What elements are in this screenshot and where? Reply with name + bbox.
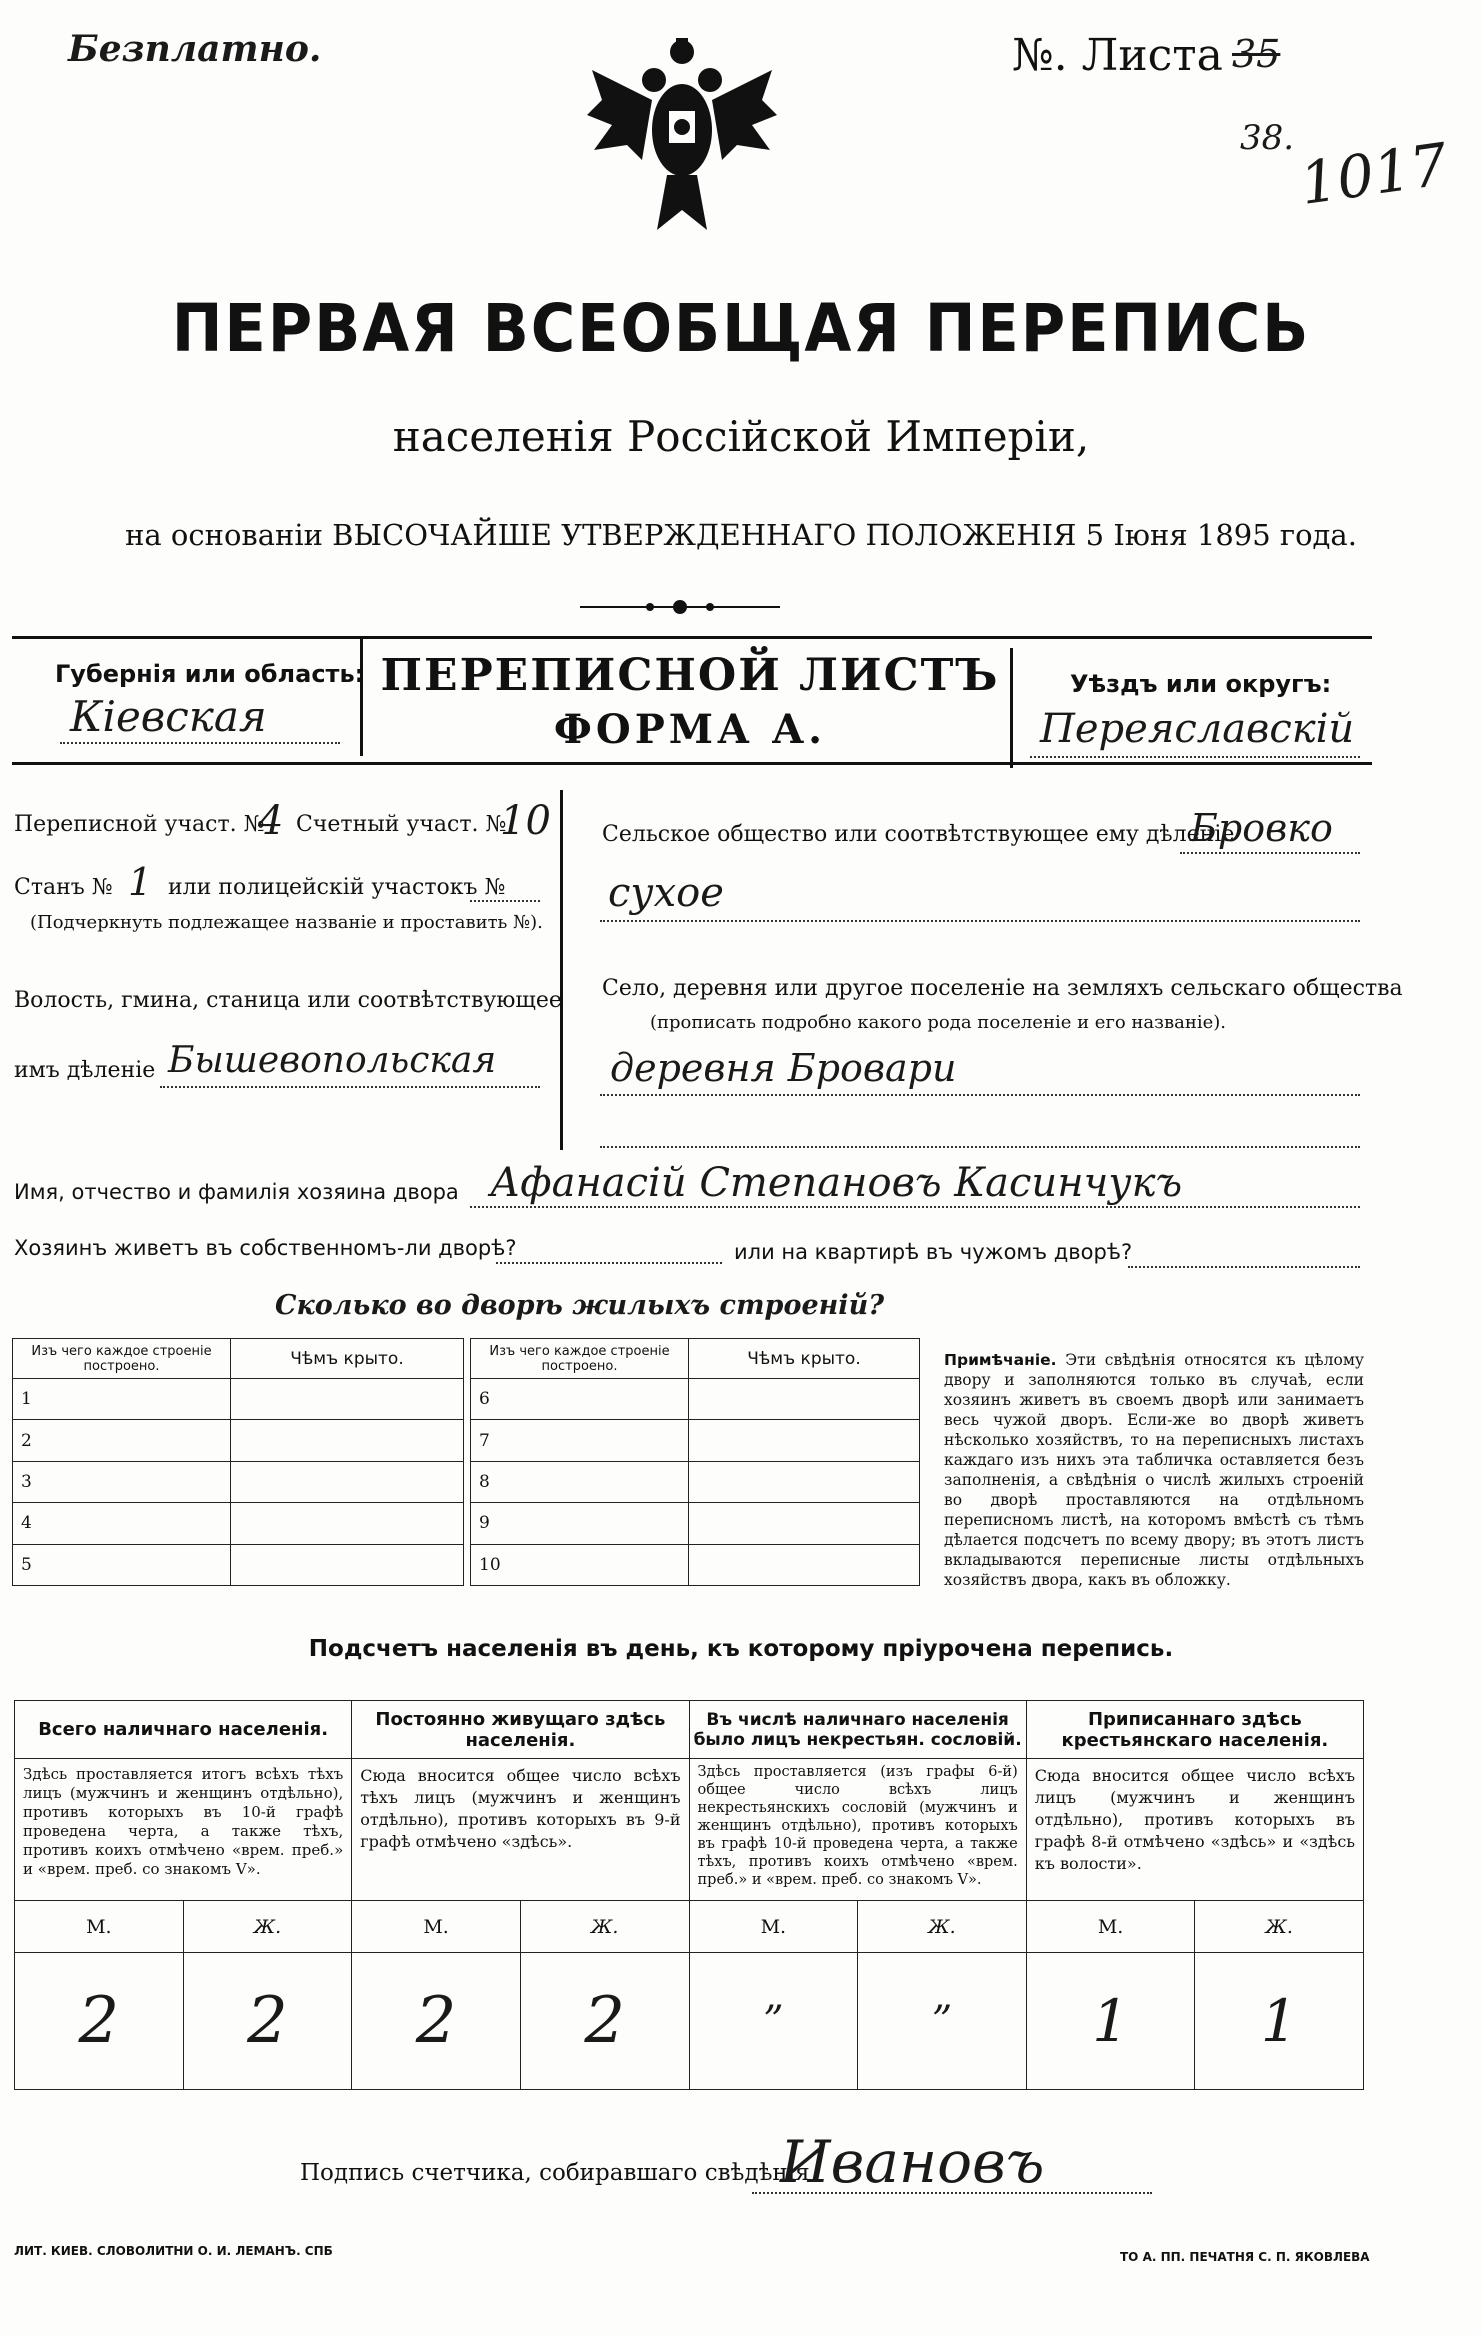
count-section-label: Счетный участ. № [296,812,507,837]
non-peasant-male-value: ” [689,1953,858,2090]
village-label: Село, деревня или другое поселеніе на земляхъ сельскаго общества [602,976,1403,1001]
male-label: М. [15,1901,184,1953]
census-section-value: 4 [258,798,284,844]
police-label: или полицейскій участокъ № [168,875,506,900]
sheet-number-value: 38. [1240,118,1295,158]
row-number: 2 [13,1420,231,1461]
owner-name-label: Имя, отчество и фамилія хозяина двора [14,1180,459,1204]
population-table [14,1700,1364,2090]
buildings-table-left [12,1338,464,1586]
volost-line [160,1086,540,1088]
rural-society-label: Сельское общество или соотвѣтствующее ему дѣленіе [602,822,1235,847]
population-desc-total: Здѣсь проставляется итогъ всѣхъ тѣхъ лицъ (мужчинъ и женщинъ отдѣльно), противъ которыхъ въ 10-й графѣ проведена черта, а также тѣхъ, противъ коихъ отмѣчено «врем. преб.» и «врем. преб. со знакомъ V». [15,1759,352,1901]
male-label: М. [1026,1901,1195,1953]
owner-own-yard-label: Хозяинъ живетъ въ собственномъ-ли дворѣ? [14,1236,517,1260]
owner-rent-label: или на квартирѣ въ чужомъ дворѣ? [734,1240,1133,1264]
population-header-non-peasant: Въ числѣ наличнаго населенія было лицъ некрестьян. сословій. [689,1701,1026,1759]
peasant-male-value: 1 [1026,1953,1195,2090]
owner-own-yard-line [496,1262,722,1264]
footer-printer-left: ЛИТ. КИЕВ. СЛОВОЛИТНИ О. И. ЛЕМАНЪ. СПБ [14,2244,333,2258]
row-number: 4 [13,1503,231,1544]
row-number: 9 [471,1503,689,1544]
signature-label: Подпись счетчика, собиравшаго свѣдѣнія [300,2160,810,2186]
buildings-table-right [470,1338,920,1586]
footer-printer-right: ТО А. ПП. ПЕЧАТНЯ С. П. ЯКОВЛЕВА [1120,2250,1370,2264]
col-material-header: Изъ чего каждое строеніе построено. [13,1339,231,1379]
rural-society-value-1: Бровко [1190,806,1333,850]
volost-label-2: имъ дѣленіе [14,1058,156,1083]
ornament-divider [580,592,780,622]
count-section-value: 10 [500,798,551,844]
row-number: 8 [471,1461,689,1502]
header-band-divider-left [360,636,363,756]
stan-value: 1 [128,860,153,904]
police-line [470,900,540,902]
owner-name-line [470,1206,1360,1208]
permanent-male-value: 2 [352,1953,521,2090]
header-band-divider-right [1010,648,1013,768]
owner-name-value: Афанасій Степановъ Касинчукъ [490,1160,1183,1206]
sheet-number-label: №. Листа [1012,30,1223,81]
sheet-number-extra: 1017 [1295,130,1452,218]
form-title: ПЕРЕПИСНОЙ ЛИСТЪ [380,650,1000,701]
village-line-2 [600,1146,1360,1148]
underline-note: (Подчеркнуть подлежащее названіе и проставить №). [30,912,543,933]
female-label: Ж. [1195,1901,1364,1953]
population-title: Подсчетъ населенія въ день, къ которому пріурочена перепись. [308,1636,1174,1662]
province-line [60,742,340,744]
total-female-value: 2 [183,1953,352,2090]
volost-value: Бышевопольская [168,1040,497,1081]
subtitle: населенія Россійской Имперіи, [392,412,1090,461]
note-block [944,1350,1364,1590]
main-title: ПЕРВАЯ ВСЕОБЩАЯ ПЕРЕПИСЬ [171,290,1311,367]
row-number: 6 [471,1379,689,1420]
row-number: 1 [13,1379,231,1420]
male-label: М. [352,1901,521,1953]
basis-line: на основаніи ВЫСОЧАЙШЕ УТВЕРЖДЕННАГО ПОЛОЖЕНІЯ 5 Іюня 1895 года. [125,518,1357,552]
female-label: Ж. [520,1901,689,1953]
row-number: 10 [471,1544,689,1585]
female-label: Ж. [858,1901,1027,1953]
province-value: Кіевская [70,692,267,741]
free-label: Безплатно. [68,28,322,70]
row-number: 7 [471,1420,689,1461]
district-line [1030,756,1360,758]
header-band-top [12,636,1372,639]
note-title: Примѣчаніе. [944,1351,1057,1369]
sheet-number-struck: 35 [1232,32,1281,76]
census-section-label: Переписной участ. № [14,812,265,837]
imperial-eagle-emblem [582,30,782,250]
population-header-permanent: Постоянно живущаго здѣсь населенія. [352,1701,689,1759]
male-label: М. [689,1901,858,1953]
province-label: Губернія или область: [55,660,365,688]
population-header-total: Всего наличнаго населенія. [15,1701,352,1759]
population-desc-permanent: Сюда вносится общее число всѣхъ тѣхъ лицъ (мужчинъ и женщинъ отдѣльно), противъ которыхъ въ 9-й графѣ отмѣчено «здѣсь». [352,1759,689,1901]
village-line-1 [600,1094,1360,1096]
form-subtitle: ФОРМА А. [553,706,827,753]
village-note: (прописать подробно какого рода поселеніе и его названіе). [650,1012,1226,1033]
peasant-female-value: 1 [1195,1953,1364,2090]
note-text: Эти свѣдѣнія относятся къ цѣлому двору и заполняются только въ случаѣ, если хозяинъ живетъ въ своемъ дворѣ или занимаетъ весь чужой дворъ. Если-же во дворѣ живетъ нѣсколько хозяйствъ, то на переписныхъ листахъ каждаго изъ нихъ эта табличка оставляется безъ заполненія, а свѣдѣнія о числѣ жилыхъ строеній во дворѣ проставляются на отдѣльномъ переписномъ листѣ, на которомъ вмѣстѣ съ тѣмъ дѣлается подсчетъ по всему двору; въ этотъ листъ вкладываются переписные листы отдѣльныхъ хозяйствъ двора, какъ въ обложку. [944,1351,1364,1589]
row-number: 3 [13,1461,231,1502]
non-peasant-female-value: ” [858,1953,1027,2090]
village-value: деревня Бровари [610,1046,957,1090]
col-roof-header: Чѣмъ крыто. [689,1339,920,1379]
female-label: Ж. [183,1901,352,1953]
population-desc-non-peasant: Здѣсь проставляется (изъ графы 6-й) общее число всѣхъ лицъ некрестьянскихъ сословій (мужчинъ и женщинъ отдѣльно), противъ которыхъ въ графѣ 10-й проведена черта, а также тѣхъ, противъ коихъ отмѣчено «врем. преб.» и «врем. преб. со знакомъ V». [689,1759,1026,1901]
rural-society-line-1 [1180,852,1360,854]
rural-society-value-2: сухое [608,870,724,916]
fields-divider [560,790,563,1150]
total-male-value: 2 [15,1953,184,2090]
signature-value: Ивановъ [780,2128,1045,2196]
district-label: Уѣздъ или округъ: [1070,670,1332,698]
signature-line [752,2192,1152,2194]
rural-society-line-2 [600,920,1360,922]
row-number: 5 [13,1544,231,1585]
buildings-question: Сколько во дворѣ жилыхъ строеній? [275,1290,885,1321]
volost-label-1: Волость, гмина, станица или соотвѣтствующее [14,988,562,1013]
stan-label: Станъ № [14,875,113,900]
permanent-female-value: 2 [520,1953,689,2090]
district-value: Переяславскій [1040,706,1355,752]
population-header-peasant: Приписаннаго здѣсь крестьянскаго населенія. [1026,1701,1363,1759]
col-roof-header: Чѣмъ крыто. [231,1339,464,1379]
col-material-header: Изъ чего каждое строеніе построено. [471,1339,689,1379]
header-band-bottom [12,762,1372,765]
population-desc-peasant: Сюда вносится общее число всѣхъ лицъ (мужчинъ и женщинъ отдѣльно), противъ которыхъ въ графѣ 8-й отмѣчено «здѣсь» и «здѣсь къ волости». [1026,1759,1363,1901]
owner-rent-line [1128,1266,1360,1268]
